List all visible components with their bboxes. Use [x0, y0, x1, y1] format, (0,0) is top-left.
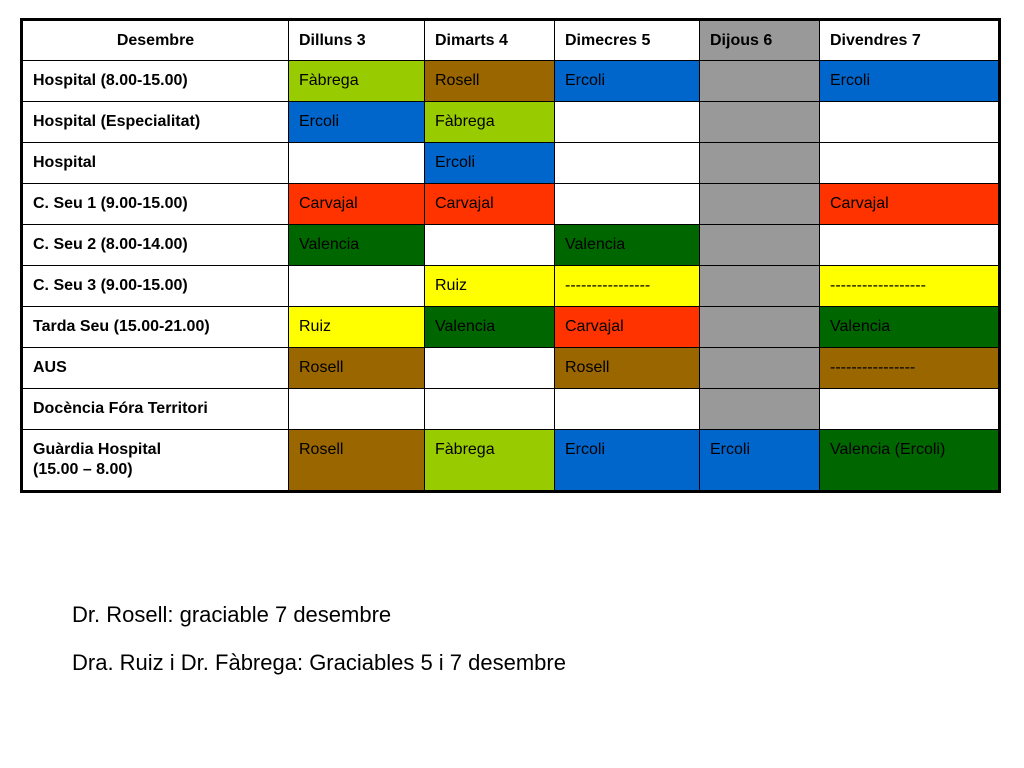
header-row — [22, 20, 1000, 61]
schedule-cell: ---------------- — [555, 266, 700, 307]
schedule-cell — [289, 389, 425, 430]
schedule-cell: Fàbrega — [425, 430, 555, 492]
schedule-cell: Fàbrega — [425, 102, 555, 143]
row-label-text: Tarda Seu (15.00-21.00) — [33, 318, 210, 335]
schedule-cell — [555, 389, 700, 430]
table-row — [22, 184, 1000, 225]
row-label — [22, 430, 289, 492]
schedule-cell: Rosell — [555, 348, 700, 389]
schedule-cell — [425, 225, 555, 266]
schedule-cell: Ruiz — [425, 266, 555, 307]
schedule-cell — [700, 61, 820, 102]
header-day-wednesday: Dimecres 5 — [555, 20, 700, 61]
schedule-cell: Valencia — [425, 307, 555, 348]
table-row — [22, 266, 1000, 307]
schedule-cell: Ercoli — [555, 430, 700, 492]
row-label-text: AUS — [33, 359, 67, 376]
row-label — [22, 348, 289, 389]
schedule-cell — [425, 348, 555, 389]
table-row — [22, 143, 1000, 184]
table-row — [22, 225, 1000, 266]
schedule-cell — [820, 102, 1000, 143]
row-label — [22, 225, 289, 266]
header-day-tuesday: Dimarts 4 — [425, 20, 555, 61]
schedule-cell: ------------------ — [820, 266, 1000, 307]
schedule-cell: Ercoli — [289, 102, 425, 143]
row-label — [22, 307, 289, 348]
note-ruiz-fabrega: Dra. Ruiz i Dr. Fàbrega: Graciables 5 i 7 desembre — [72, 650, 566, 675]
schedule-cell: Valencia — [820, 307, 1000, 348]
schedule-cell: Rosell — [289, 430, 425, 492]
schedule-cell: Ercoli — [700, 430, 820, 492]
schedule-cell: Valencia — [555, 225, 700, 266]
header-day-thursday: Dijous 6 — [700, 20, 820, 61]
row-label-text: C. Seu 2 (8.00-14.00) — [33, 236, 188, 253]
row-label-subtext: (15.00 – 8.00) — [33, 461, 133, 478]
row-label-text: Guàrdia Hospital — [33, 441, 162, 458]
schedule-cell: Ercoli — [555, 61, 700, 102]
row-label — [22, 102, 289, 143]
row-label — [22, 266, 289, 307]
header-day-friday: Divendres 7 — [820, 20, 1000, 61]
schedule-cell — [700, 348, 820, 389]
row-label — [22, 389, 289, 430]
row-label — [22, 143, 289, 184]
schedule-cell: Carvajal — [289, 184, 425, 225]
notes — [72, 600, 566, 696]
schedule-cell — [700, 102, 820, 143]
schedule-cell — [700, 143, 820, 184]
note-rosell: Dr. Rosell: graciable 7 desembre — [72, 602, 392, 627]
schedule-cell — [289, 143, 425, 184]
schedule-cell — [425, 389, 555, 430]
schedule-cell: Valencia — [289, 225, 425, 266]
schedule-cell: Fàbrega — [289, 61, 425, 102]
schedule-cell — [700, 389, 820, 430]
schedule-cell: ---------------- — [820, 348, 1000, 389]
schedule-cell — [820, 225, 1000, 266]
schedule-cell — [700, 307, 820, 348]
schedule-cell: Ercoli — [425, 143, 555, 184]
row-label-text: Docència Fóra Territori — [33, 400, 208, 417]
schedule-table — [20, 18, 1001, 493]
schedule-body — [22, 61, 1000, 492]
table-row — [22, 102, 1000, 143]
row-label-text: Hospital — [33, 154, 97, 171]
schedule-cell: Carvajal — [425, 184, 555, 225]
table-row — [22, 348, 1000, 389]
schedule-cell: Ercoli — [820, 61, 1000, 102]
row-label-text: Hospital (8.00-15.00) — [33, 72, 188, 89]
table-row — [22, 430, 1000, 492]
schedule-cell — [700, 184, 820, 225]
schedule-cell — [820, 389, 1000, 430]
header-day-monday: Dilluns 3 — [289, 20, 425, 61]
table-row — [22, 307, 1000, 348]
schedule-cell — [700, 225, 820, 266]
schedule-cell: Valencia (Ercoli) — [820, 430, 1000, 492]
schedule-cell — [700, 266, 820, 307]
schedule-cell — [555, 184, 700, 225]
schedule-cell: Rosell — [425, 61, 555, 102]
schedule-cell — [289, 266, 425, 307]
schedule-cell: Ruiz — [289, 307, 425, 348]
header-month: Desembre — [22, 20, 289, 61]
schedule-cell: Carvajal — [820, 184, 1000, 225]
schedule-cell — [820, 143, 1000, 184]
row-label-text: Hospital (Especialitat) — [33, 113, 201, 130]
table-row — [22, 389, 1000, 430]
schedule-cell: Carvajal — [555, 307, 700, 348]
table-row — [22, 61, 1000, 102]
schedule-cell — [555, 102, 700, 143]
row-label-text: C. Seu 1 (9.00-15.00) — [33, 195, 188, 212]
row-label — [22, 61, 289, 102]
schedule-cell: Rosell — [289, 348, 425, 389]
row-label-text: C. Seu 3 (9.00-15.00) — [33, 277, 188, 294]
schedule-cell — [555, 143, 700, 184]
row-label — [22, 184, 289, 225]
